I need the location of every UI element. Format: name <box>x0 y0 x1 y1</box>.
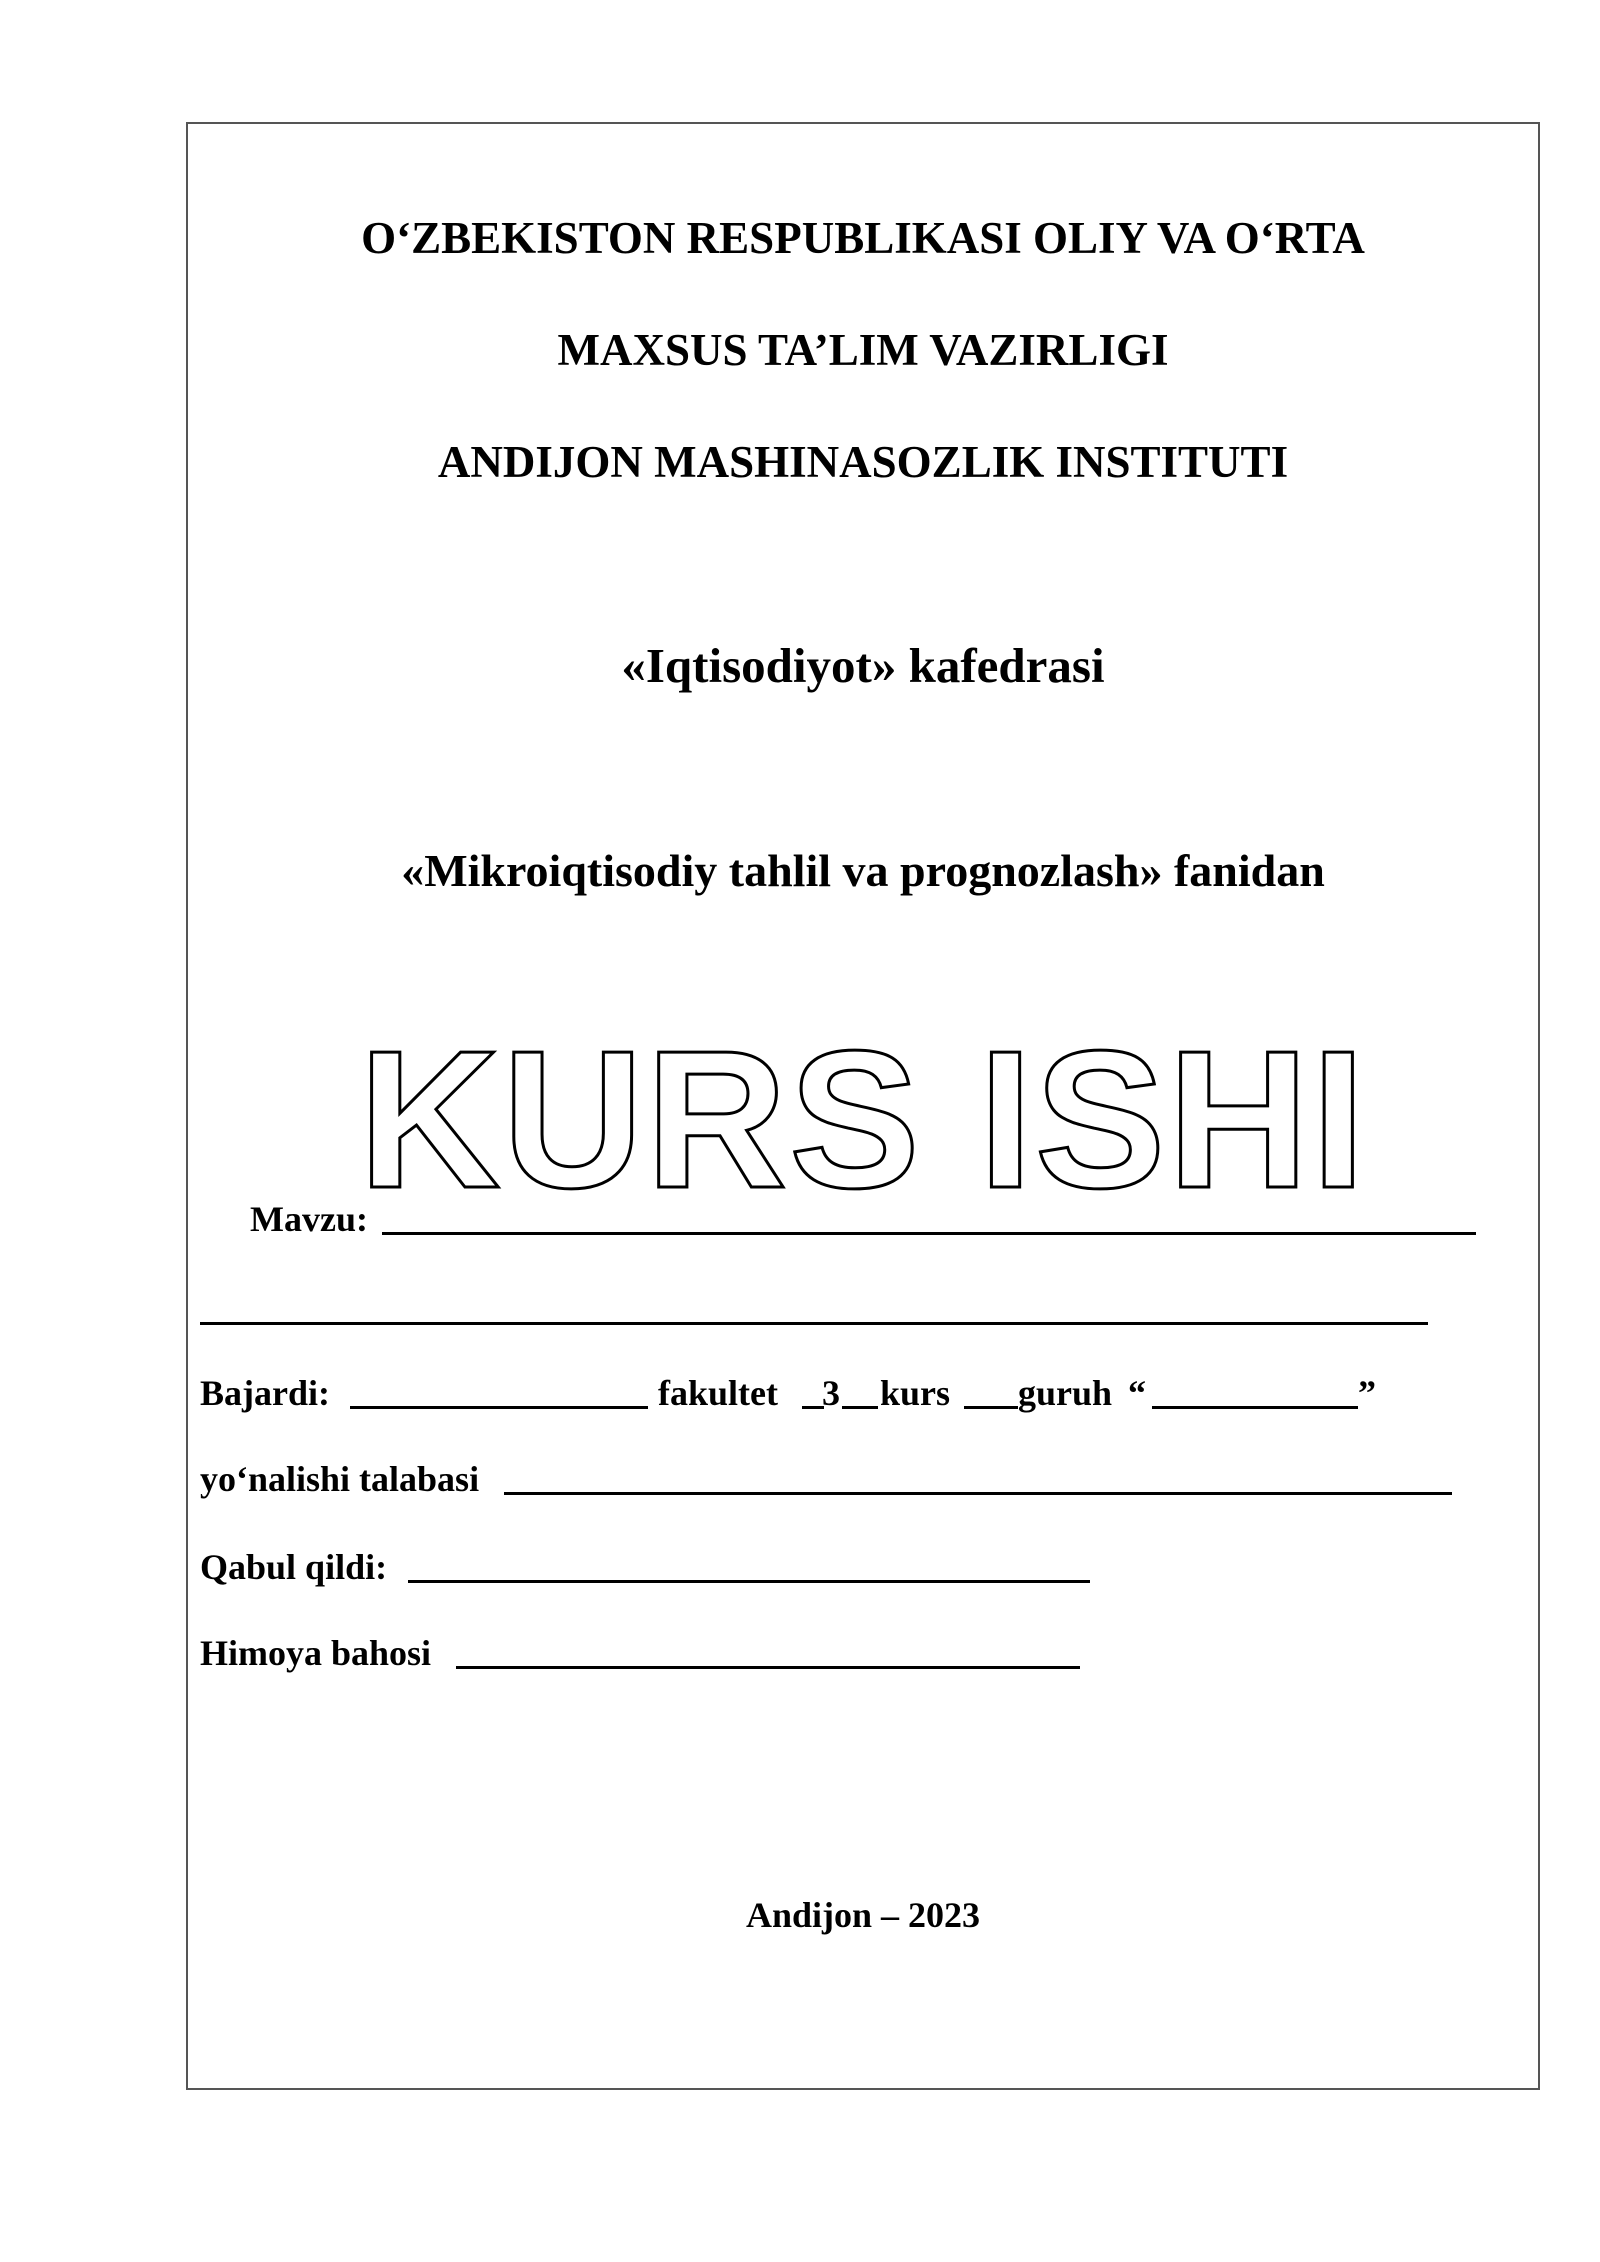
institute-name: ANDIJON MASHINASOZLIK INSTITUTI <box>437 437 1289 487</box>
ministry-line-1: O‘ZBEKISTON RESPUBLIKASI OLIY VA O‘RTA <box>361 213 1365 263</box>
topic-label: Mavzu: <box>250 1199 368 1239</box>
group-label: guruh <box>1018 1373 1113 1413</box>
document-title: KURS ISHI <box>358 1010 1368 1229</box>
ministry-line-2: MAXSUS TA’LIM VAZIRLIGI <box>557 325 1169 375</box>
grade-label: Himoya bahosi <box>200 1633 432 1673</box>
date-blank <box>1152 1406 1358 1409</box>
performer-blank <box>350 1406 648 1409</box>
direction-blank <box>504 1492 1452 1495</box>
place-year: Andijon – 2023 <box>745 1895 981 1935</box>
topic-blank-line-2 <box>200 1322 1428 1325</box>
department-name: «Iqtisodiyot» kafedrasi <box>621 638 1105 693</box>
accepted-blank <box>408 1580 1090 1583</box>
subject-line: «Mikroiqtisodiy tahlil va prognozlash» fanidan <box>401 845 1325 896</box>
grade-blank <box>456 1666 1080 1669</box>
performer-label: Bajardi: <box>200 1373 330 1413</box>
faculty-label: fakultet <box>658 1373 778 1413</box>
open-quote: “ <box>1128 1373 1146 1413</box>
course-blank-right <box>842 1406 878 1409</box>
course-label: kurs <box>880 1373 951 1413</box>
course-value: 3 <box>822 1373 840 1413</box>
direction-label: yo‘nalishi talabasi <box>200 1459 480 1499</box>
course-blank-left <box>802 1406 824 1409</box>
close-quote: ” <box>1358 1373 1376 1413</box>
topic-blank-line <box>382 1232 1476 1235</box>
accepted-label: Qabul qildi: <box>200 1547 388 1587</box>
group-blank <box>964 1406 1018 1409</box>
